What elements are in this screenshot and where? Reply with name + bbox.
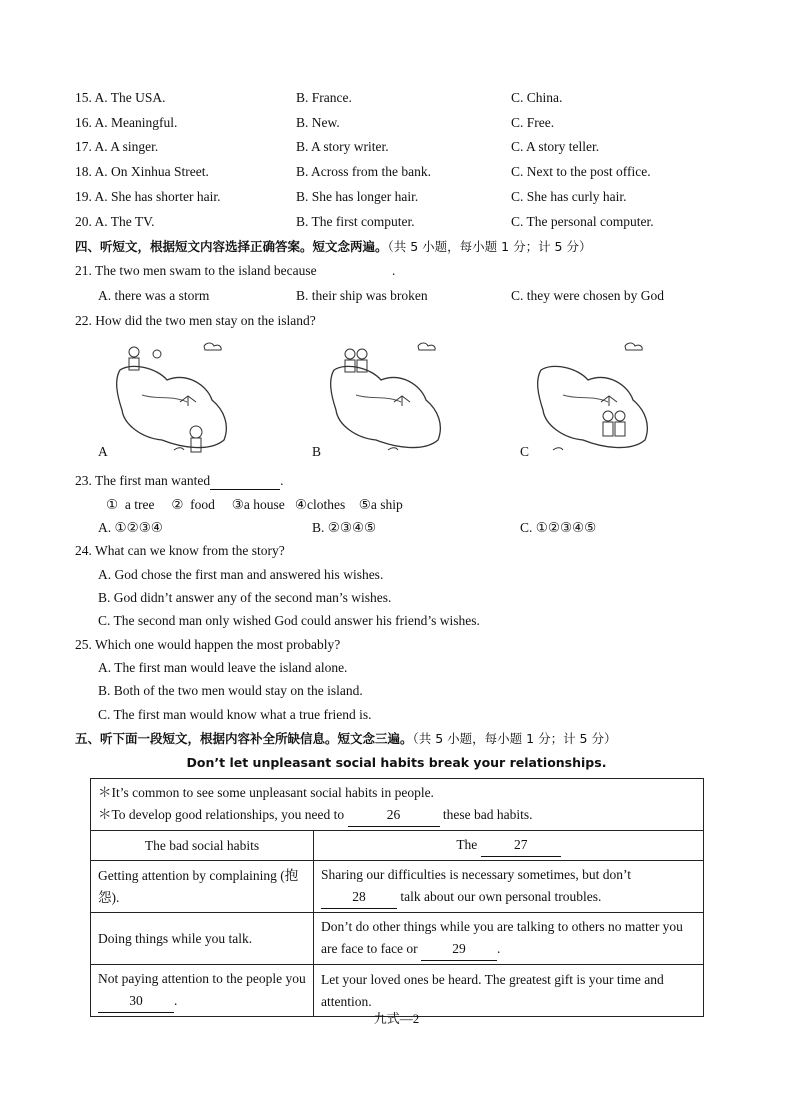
q20-b: B. The first computer. [296,214,415,229]
q18-c: C. Next to the post office. [511,164,651,179]
advice-2-pre: Don’t do other things while you are talking to others no matter you are face to face or [321,919,683,956]
q21-text: 21. The two men swam to the island because [75,263,317,278]
q17-c: C. A story teller. [511,139,600,154]
island-picture-b [326,340,451,458]
col1-header: The bad social habits [91,831,314,861]
blank-30: 30 [98,990,174,1013]
q18-a: 18. A. On Xinhua Street. [75,164,209,179]
row-q23-options [98,520,738,540]
col2-header-pre: The [456,837,478,852]
q23-stem [75,473,283,490]
q18-b: B. Across from the bank. [296,164,431,179]
q15-a: 15. A. The USA. [75,90,166,105]
q24-stem: 24. What can we know from the story? [75,543,285,558]
advice-1-post: talk about our own personal troubles. [400,889,602,904]
island-picture-c [533,340,658,458]
q23-items: ① a tree ② food ③a house ④clothes ⑤a ship [106,497,403,512]
blank-28: 28 [321,886,397,909]
q20-a: 20. A. The TV. [75,214,155,229]
row-q18 [75,164,715,184]
q17-b: B. A story writer. [296,139,389,154]
advice-1-pre: Sharing our difficulties is necessary sometimes, but don’t [321,867,631,882]
intro-line-2 [98,804,696,827]
q15-b: B. France. [296,90,352,105]
table-row [91,913,704,965]
island-picture-a [112,340,237,458]
q25-option-b: B. Both of the two men would stay on the island. [98,683,363,698]
table-intro-cell [91,779,704,831]
q23-option-b: B. ②③④⑤ [312,520,377,535]
q25-stem: 25. Which one would happen the most probably? [75,637,341,652]
q15-c: C. China. [511,90,563,105]
picture-label-b: B [312,444,322,459]
intro-line-2-post: these bad habits. [442,807,533,822]
section5-heading [75,729,616,747]
q23-option-c: C. ①②③④⑤ [520,520,597,535]
blank-29: 29 [421,938,497,961]
habit-3-pre: Not paying attention to the people you [98,971,306,986]
q21-stem [75,263,395,279]
row-q17 [75,139,715,159]
habit-2: Doing things while you talk. [91,913,314,965]
q23-text: 23. The first man wanted [75,473,211,488]
section4-title: 四、听短文，根据短文内容选择正确答案。短文念两遍。 [75,239,388,254]
advice-3: Let your loved ones be heard. The greatest gift is your time and attention. [314,965,704,1017]
q19-a: 19. A. She has shorter hair. [75,189,221,204]
advice-2-post: . [497,941,501,956]
q19-b: B. She has longer hair. [296,189,419,204]
row-q15 [75,90,715,110]
q21-option-a: A. there was a storm [98,288,210,303]
section4-note: （共 5 小题，每小题 1 分；计 5 分） [387,239,592,254]
q21-option-c: C. they were chosen by God [511,288,664,303]
row-q16 [75,115,715,135]
section4-heading [75,237,591,255]
info-table [90,778,704,1017]
passage-title: Don’t let unpleasant social habits break your relationships. [186,755,607,770]
q21-option-b: B. their ship was broken [296,288,428,303]
blank-26: 26 [348,804,440,827]
advice-2 [314,913,704,965]
q16-b: B. New. [296,115,340,130]
picture-label-a: A [98,444,108,459]
q23-dot: . [280,473,284,488]
page-footer: 九式—2 [373,1011,420,1026]
row-q19 [75,189,715,209]
q19-c: C. She has curly hair. [511,189,627,204]
q22-stem: 22. How did the two men stay on the island? [75,313,316,328]
q16-c: C. Free. [511,115,555,130]
col2-header [314,831,704,861]
q23-option-a: A. ①②③④ [98,520,163,535]
row-q21-options [98,288,738,308]
advice-1 [314,861,704,913]
q20-c: C. The personal computer. [511,214,654,229]
intro-line-1: ＊It’s common to see some unpleasant social habits in people. [98,785,434,800]
habit-1: Getting attention by complaining (抱怨). [91,861,314,913]
q23-blank [210,473,280,490]
table-intro-row [91,779,704,831]
q16-a: 16. A. Meaningful. [75,115,178,130]
picture-label-c: C [520,444,530,459]
q24-option-c: C. The second man only wished God could answer his friend’s wishes. [98,613,480,628]
table-row [91,861,704,913]
q25-option-a: A. The first man would leave the island alone. [98,660,348,675]
row-q20 [75,214,715,234]
q17-a: 17. A. A singer. [75,139,159,154]
section5-title: 五、听下面一段短文，根据内容补全所缺信息。短文念三遍。 [75,731,413,746]
q24-option-b: B. God didn’t answer any of the second man’s wishes. [98,590,392,605]
blank-27: 27 [481,834,561,857]
intro-line-2-pre: ＊To develop good relationships, you need to [98,807,345,822]
q21-dot: . [391,263,396,278]
q24-option-a: A. God chose the first man and answered his wishes. [98,567,384,582]
habit-3-post: . [174,993,178,1008]
q25-option-c: C. The first man would know what a true friend is. [98,707,372,722]
table-header-row [91,831,704,861]
section5-note: （共 5 小题，每小题 1 分；计 5 分） [412,731,617,746]
